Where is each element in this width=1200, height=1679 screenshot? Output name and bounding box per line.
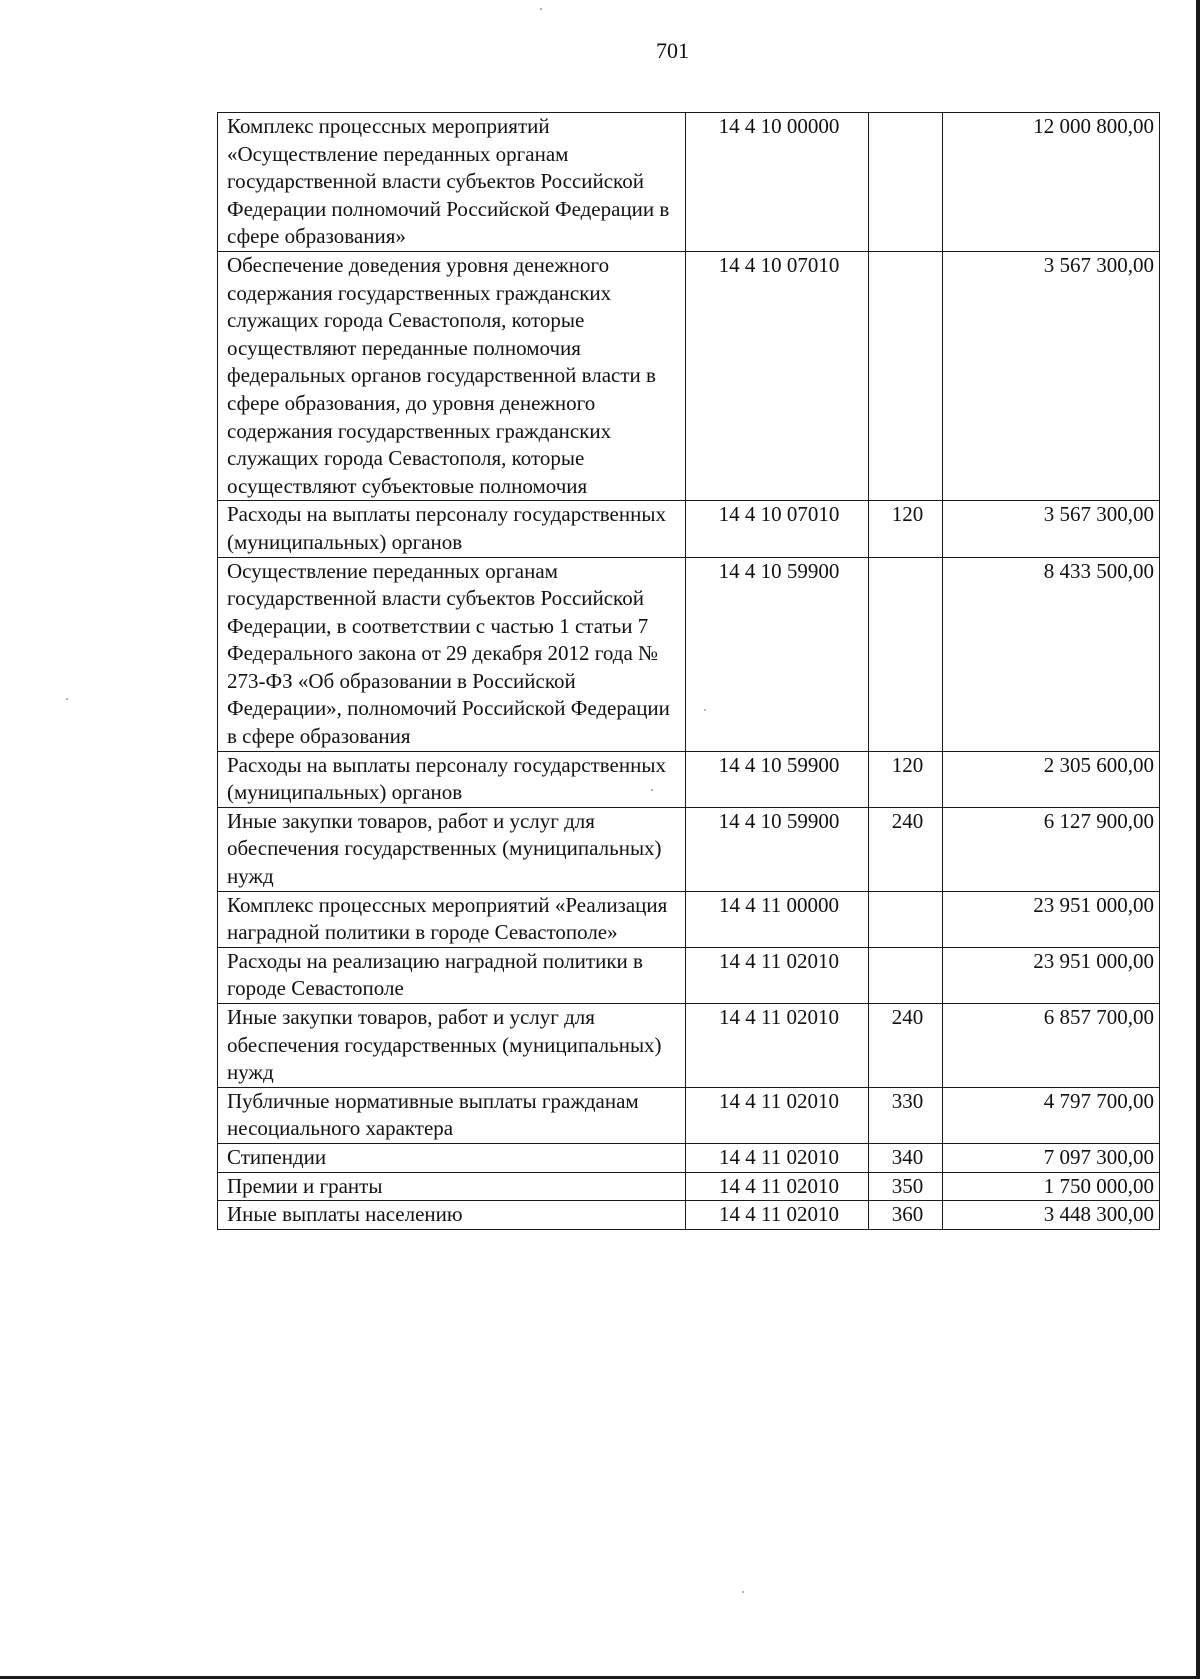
scan-speck — [742, 1591, 744, 1593]
row-name: Расходы на выплаты персоналу государственных (муниципальных) органов — [218, 751, 686, 807]
row-code: 14 4 11 02010 — [686, 1143, 869, 1172]
row-type — [869, 947, 943, 1003]
row-type: 330 — [869, 1087, 943, 1143]
row-name: Иные выплаты населению — [218, 1201, 686, 1230]
row-type — [869, 251, 943, 500]
table-row — [218, 557, 1160, 751]
row-code: 14 4 11 02010 — [686, 1004, 869, 1088]
row-sum: 1 750 000,00 — [943, 1172, 1160, 1201]
row-code: 14 4 11 02010 — [686, 1172, 869, 1201]
row-sum: 4 797 700,00 — [943, 1087, 1160, 1143]
row-code: 14 4 10 07010 — [686, 501, 869, 557]
row-sum: 6 857 700,00 — [943, 1004, 1160, 1088]
row-code: 14 4 11 02010 — [686, 947, 869, 1003]
table-row — [218, 891, 1160, 947]
row-type — [869, 557, 943, 751]
row-code: 14 4 10 59900 — [686, 807, 869, 891]
table-row — [218, 807, 1160, 891]
scan-speck — [704, 709, 706, 711]
row-name: Обеспечение доведения уровня денежного содержания государственных гражданских служащих города Севастополя, которые осуществляют переданные полномочия федеральных органов государственной власти в сфере образования, до уровня денежного содержания государственных гражданских служащих города Севастополя, которые осуществляют субъектовые полномочия — [218, 251, 686, 500]
row-code: 14 4 10 59900 — [686, 751, 869, 807]
table-row — [218, 1172, 1160, 1201]
table-row — [218, 1004, 1160, 1088]
row-code: 14 4 10 59900 — [686, 557, 869, 751]
scan-edge-right — [1196, 0, 1200, 1679]
row-sum: 23 951 000,00 — [943, 947, 1160, 1003]
row-sum: 6 127 900,00 — [943, 807, 1160, 891]
row-code: 14 4 10 07010 — [686, 251, 869, 500]
row-type: 120 — [869, 501, 943, 557]
row-code: 14 4 11 02010 — [686, 1087, 869, 1143]
row-name: Иные закупки товаров, работ и услуг для обеспечения государственных (муниципальных) нужд — [218, 1004, 686, 1088]
row-name: Стипендии — [218, 1143, 686, 1172]
row-type: 240 — [869, 1004, 943, 1088]
row-type: 340 — [869, 1143, 943, 1172]
table-row — [218, 947, 1160, 1003]
row-sum: 3 567 300,00 — [943, 251, 1160, 500]
row-sum: 3 448 300,00 — [943, 1201, 1160, 1230]
table-row — [218, 1143, 1160, 1172]
row-code: 14 4 11 02010 — [686, 1201, 869, 1230]
row-name: Осуществление переданных органам государственной власти субъектов Российской Федерации, в соответствии с частью 1 статьи 7 Федерального закона от 29 декабря 2012 года № 273-ФЗ «Об образовании в Российской Федерации», полномочий Российской Федерации в сфере образования — [218, 557, 686, 751]
row-sum: 8 433 500,00 — [943, 557, 1160, 751]
table-row — [218, 1201, 1160, 1230]
row-code: 14 4 11 00000 — [686, 891, 869, 947]
row-name: Публичные нормативные выплаты гражданам несоциального характера — [218, 1087, 686, 1143]
row-code: 14 4 10 00000 — [686, 113, 869, 252]
row-type: 350 — [869, 1172, 943, 1201]
row-name: Комплекс процессных мероприятий «Реализация наградной политики в городе Севастополе» — [218, 891, 686, 947]
table-row — [218, 501, 1160, 557]
table-row — [218, 113, 1160, 252]
scan-speck — [540, 8, 542, 10]
page-number: 701 — [656, 38, 689, 63]
row-type — [869, 891, 943, 947]
row-sum: 3 567 300,00 — [943, 501, 1160, 557]
table-row — [218, 251, 1160, 500]
row-name: Расходы на выплаты персоналу государственных (муниципальных) органов — [218, 501, 686, 557]
budget-table — [217, 112, 1160, 1230]
row-sum: 12 000 800,00 — [943, 113, 1160, 252]
scan-speck — [651, 789, 653, 791]
row-sum: 23 951 000,00 — [943, 891, 1160, 947]
row-type: 120 — [869, 751, 943, 807]
table-row — [218, 1087, 1160, 1143]
row-name: Расходы на реализацию наградной политики в городе Севастополе — [218, 947, 686, 1003]
row-name: Иные закупки товаров, работ и услуг для обеспечения государственных (муниципальных) нужд — [218, 807, 686, 891]
row-type: 360 — [869, 1201, 943, 1230]
row-type — [869, 113, 943, 252]
row-name: Комплекс процессных мероприятий «Осуществление переданных органам государственной власти субъектов Российской Федерации полномочий Российской Федерации в сфере образования» — [218, 113, 686, 252]
scan-speck — [66, 698, 68, 700]
row-name: Премии и гранты — [218, 1172, 686, 1201]
row-sum: 7 097 300,00 — [943, 1143, 1160, 1172]
table-row — [218, 751, 1160, 807]
row-type: 240 — [869, 807, 943, 891]
row-sum: 2 305 600,00 — [943, 751, 1160, 807]
